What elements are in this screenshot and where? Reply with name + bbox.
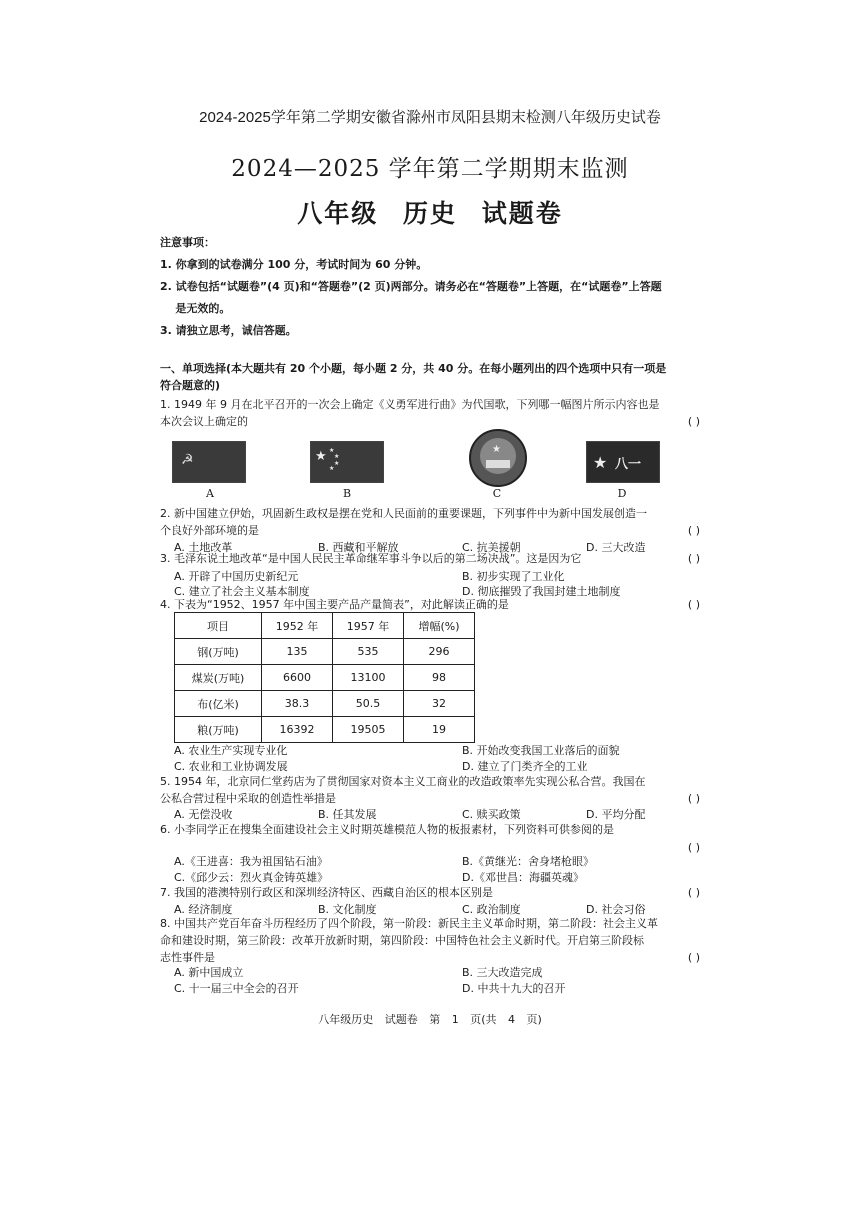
question-text: 1. 1949 年 9 月在北平召开的一次会上确定《义勇军进行曲》为代国歌，下列哪一幅图片所示内容也是 (160, 398, 660, 411)
question-7 (160, 884, 700, 901)
answer-paren: ( ) (687, 598, 700, 611)
question-text: 个良好外部环境的是 (160, 524, 259, 537)
answer-paren: ( ) (687, 886, 700, 899)
emblem-icon (462, 428, 534, 488)
option: A. 无偿没收 (174, 808, 233, 821)
section-line: 一、单项选择(本大题共有 20 个小题，每小题 2 分，共 40 分。在每小题列出的四个选项中只有一项是 (160, 362, 667, 375)
option-label: D (617, 487, 627, 500)
table-row (175, 665, 475, 691)
option: A. 农业生产实现专业化 (174, 744, 288, 757)
notes-item: 1. 你拿到的试卷满分 100 分，考试时间为 60 分钟。 (160, 258, 428, 271)
section-heading (160, 360, 700, 394)
option: D. 平均分配 (586, 808, 646, 821)
exam-header: 2024—2025 学年第二学期期末监测 (231, 156, 629, 182)
question-1 (160, 396, 700, 430)
option: D. 中共十九大的召开 (462, 982, 566, 995)
answer-paren: ( ) (687, 841, 700, 854)
option: D. 三大改造 (586, 541, 646, 554)
hammer-sickle-icon (173, 442, 245, 482)
option: D.《邓世昌：海疆英魂》 (462, 871, 584, 884)
option: C. 政治制度 (462, 903, 521, 916)
table-row (175, 639, 475, 665)
question-text: 本次会议上确定的 (160, 415, 248, 428)
question-3 (160, 550, 700, 567)
page-footer: 八年级历史 试题卷 第 1 页(共 4 页) (318, 1013, 542, 1026)
option: B. 初步实现了工业化 (462, 570, 565, 583)
table-cell: 煤炭(万吨) (175, 665, 262, 691)
option-label: A (206, 487, 214, 500)
option: B. 文化制度 (318, 903, 377, 916)
answer-paren: ( ) (687, 415, 700, 428)
table-cell: 6600 (262, 665, 333, 691)
question-text: 志性事件是 (160, 951, 215, 964)
table-cell: 50.5 (333, 691, 404, 717)
option: A. 新中国成立 (174, 966, 244, 979)
option: A. 经济制度 (174, 903, 233, 916)
question-4 (160, 596, 700, 613)
svg-text:★: ★ (334, 460, 340, 467)
svg-text:★: ★ (329, 465, 335, 472)
question-6 (160, 821, 700, 854)
notes-item: 2. 试卷包括“试题卷”(4 页)和“答题卷”(2 页)两部分。请务必在“答题卷”上答题，在“试题卷”上答题 (160, 280, 662, 293)
option: C. 赎买政策 (462, 808, 521, 821)
exam-subtitle: 八年级 历史 试题卷 (297, 199, 563, 228)
document-title: 2024-2025学年第二学期安徽省滁州市凤阳县期末检测八年级历史试卷 (199, 109, 661, 126)
table-cell: 粮(万吨) (175, 717, 262, 743)
option: B. 开始改变我国工业落后的面貌 (462, 744, 620, 757)
option: A. 开辟了中国历史新纪元 (174, 570, 299, 583)
option: C. 建立了社会主义基本制度 (174, 585, 310, 598)
production-table (174, 612, 475, 743)
table-cell: 19 (404, 717, 475, 743)
svg-text:★: ★ (329, 447, 335, 454)
flag-text: 八一 (615, 457, 642, 472)
bayi-flag-image (586, 441, 660, 483)
question-text: 2. 新中国建立伊始，巩固新生政权是摆在党和人民面前的重要课题，下列事件中为新中国发展创造一 (160, 507, 647, 520)
option: B. 任其发展 (318, 808, 377, 821)
option: A. 土地改革 (174, 541, 233, 554)
table-header-cell: 1952 年 (262, 613, 333, 639)
table-cell: 13100 (333, 665, 404, 691)
option: D. 社会习俗 (586, 903, 646, 916)
svg-text:★: ★ (334, 453, 340, 460)
svg-text:☭: ☭ (181, 452, 194, 468)
question-8 (160, 915, 700, 966)
option: B. 西藏和平解放 (318, 541, 399, 554)
table-row (175, 717, 475, 743)
question-text: 3. 毛泽东说土地改革“是中国人民民主革命继军事斗争以后的第二场决战”。这是因为它 (160, 552, 582, 565)
option: C. 农业和工业协调发展 (174, 760, 288, 773)
notes-heading: 注意事项： (160, 236, 215, 249)
table-cell: 535 (333, 639, 404, 665)
question-text: 8. 中国共产党百年奋斗历程经历了四个阶段，第一阶段：新民主主义革命时期，第二阶段：社会主义革 (160, 917, 658, 930)
table-cell: 135 (262, 639, 333, 665)
option: B.《黄继光：舍身堵枪眼》 (462, 855, 595, 868)
table-header-cell: 增幅(%) (404, 613, 475, 639)
table-cell: 98 (404, 665, 475, 691)
svg-text:★: ★ (315, 449, 327, 464)
option: D. 彻底摧毁了我国封建土地制度 (462, 585, 621, 598)
option: A.《王进喜：我为祖国钻石油》 (174, 855, 328, 868)
table-cell: 钢(万吨) (175, 639, 262, 665)
svg-text:★: ★ (593, 453, 608, 472)
question-text: 命和建设时期，第三阶段：改革开放新时期，第四阶段：中国特色社会主义新时代。开启第三阶段标 (160, 934, 644, 947)
table-header-row (175, 613, 475, 639)
option-label: C (492, 487, 502, 500)
table-row (175, 691, 475, 717)
question-text: 5. 1954 年，北京同仁堂药店为了贯彻国家对资本主义工商业的改造政策率先实现公私合营。我国在 (160, 775, 646, 788)
question-text: 公私合营过程中采取的创造性举措是 (160, 792, 336, 805)
question-5 (160, 773, 700, 807)
answer-paren: ( ) (687, 552, 700, 565)
star-icon (311, 442, 383, 482)
party-flag-image (172, 441, 246, 483)
table-header-cell: 1957 年 (333, 613, 404, 639)
question-2 (160, 505, 700, 539)
notes-item: 3. 请独立思考，诚信答题。 (160, 324, 297, 337)
answer-paren: ( ) (687, 792, 700, 805)
table-cell: 38.3 (262, 691, 333, 717)
question-text: 7. 我国的港澳特别行政区和深圳经济特区、西藏自治区的根本区别是 (160, 886, 493, 899)
table-header-cell: 项目 (175, 613, 262, 639)
notes-item: 是无效的。 (160, 302, 231, 315)
table-cell: 296 (404, 639, 475, 665)
answer-paren: ( ) (687, 951, 700, 964)
national-flag-image (310, 441, 384, 483)
question-text: 4. 下表为“1952、1957 年中国主要产品产量简表”，对此解读正确的是 (160, 598, 509, 611)
section-line: 符合题意的) (160, 379, 221, 392)
option: B. 三大改造完成 (462, 966, 543, 979)
option: C. 十一届三中全会的召开 (174, 982, 299, 995)
table-cell: 19505 (333, 717, 404, 743)
question-text: 6. 小李同学正在搜集全面建设社会主义时期英雄模范人物的板报素材，下列资料可供参阅的是 (160, 823, 614, 836)
table-cell: 32 (404, 691, 475, 717)
option: D. 建立了门类齐全的工业 (462, 760, 588, 773)
table-cell: 布(亿米) (175, 691, 262, 717)
option-label: B (342, 487, 352, 500)
answer-paren: ( ) (687, 524, 700, 537)
national-emblem-image (462, 428, 534, 488)
option: C.《邱少云：烈火真金铸英雄》 (174, 871, 329, 884)
option: C. 抗美援朝 (462, 541, 521, 554)
table-cell: 16392 (262, 717, 333, 743)
svg-text:★: ★ (492, 444, 501, 455)
notes-section (160, 232, 700, 342)
